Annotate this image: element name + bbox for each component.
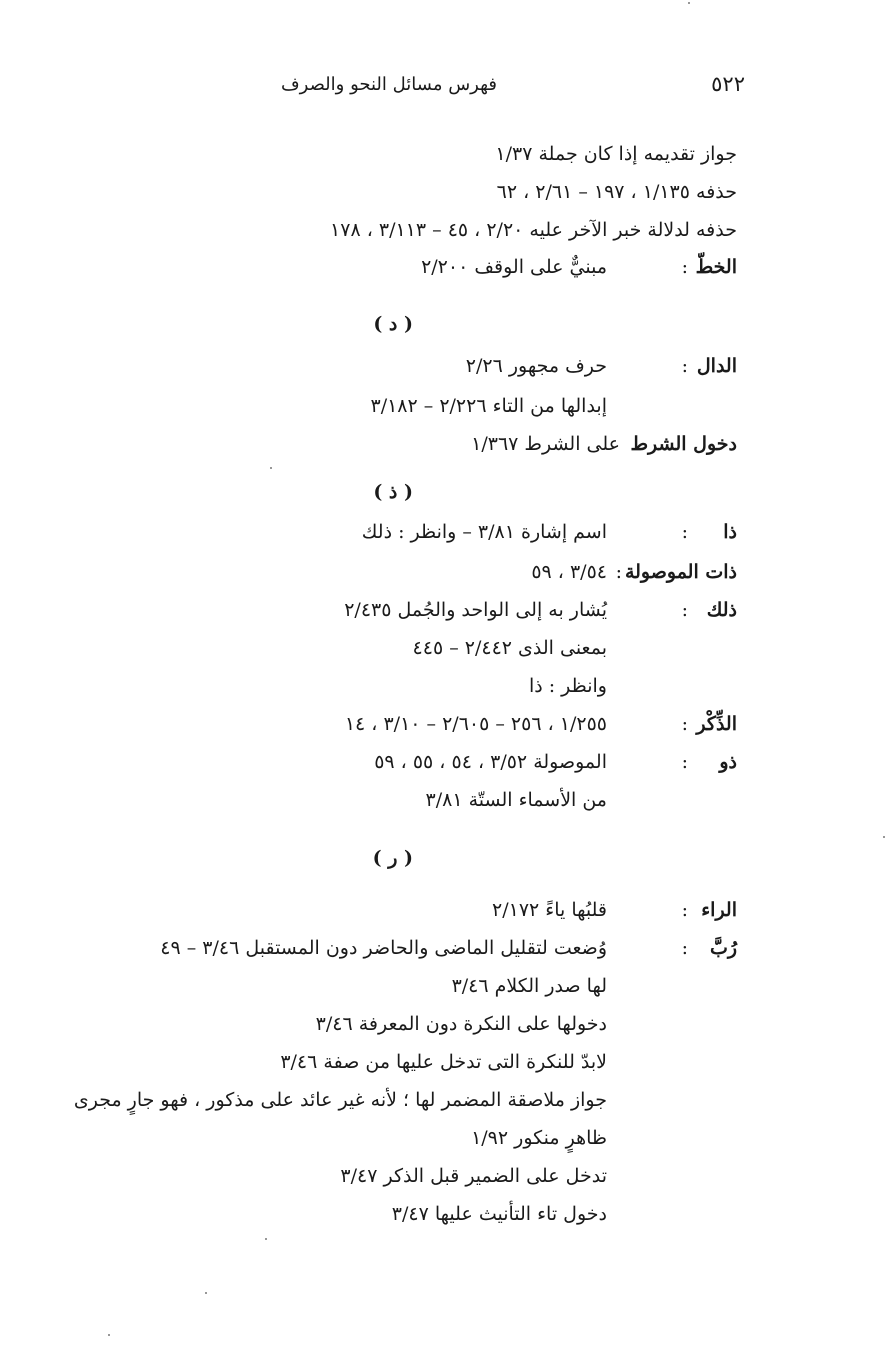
scan-speck — [270, 467, 272, 469]
entry-line: تدخل على الضمير قبل الذكر ٣/٤٧ — [340, 1165, 607, 1187]
entry-line: قلبُها ياءً ٢/١٧٢ — [492, 899, 607, 921]
entry-line: الموصولة ٣/٥٢ ، ٥٤ ، ٥٥ ، ٥٩ — [374, 751, 607, 773]
entry-line: لابدّ للنكرة التى تدخل عليها من صفة ٣/٤٦ — [280, 1051, 607, 1073]
index-term-dha: ذا — [723, 521, 737, 543]
scan-speck — [265, 1238, 267, 1240]
term-colon: : — [681, 713, 688, 735]
entry-line: من الأسماء الستّة ٣/٨١ — [425, 789, 607, 811]
index-term-dhat-al-mawsula: ذات الموصولة — [624, 561, 737, 583]
index-term-rubba: رُبَّ — [709, 937, 737, 959]
term-colon: : — [681, 937, 688, 959]
index-term-dhalika: ذلك — [706, 599, 737, 621]
entry-line: ٣/٥٤ ، ٥٩ — [531, 561, 607, 583]
scan-speck — [688, 2, 690, 4]
entry-line: حذفه ١/١٣٥ ، ١٩٧ – ٢/٦١ ، ٦٢ — [496, 181, 737, 203]
entry-line: وانظر : ذا — [528, 675, 607, 697]
term-colon: : — [615, 561, 622, 583]
entry-line: ظاهرٍ منكور ١/٩٢ — [471, 1127, 607, 1149]
running-header: فهرس مسائل النحو والصرف — [280, 74, 497, 95]
entry-line: حرف مجهور ٢/٢٦ — [465, 355, 607, 377]
section-letter-dal: ( د ) — [373, 313, 413, 335]
entry-line: إبدالها من التاء ٢/٢٢٦ – ٣/١٨٢ — [370, 395, 607, 417]
term-colon: : — [681, 256, 688, 278]
term-colon: : — [681, 599, 688, 621]
entry-line: مبنيٌّ على الوقف ٢/٢٠٠ — [421, 256, 607, 278]
index-term-dukhul-al-shart: دخول الشرط — [630, 433, 737, 455]
page-number: ٥٢٢ — [711, 72, 745, 96]
entry-line: وُضعت لتقليل الماضى والحاضر دون المستقبل ٣/٤٦ – ٤٩ — [160, 937, 607, 959]
entry-line: يُشار به إلى الواحد والجُمل ٢/٤٣٥ — [344, 599, 607, 621]
index-term-ra: الراء — [701, 899, 737, 921]
entry-line: دخولها على النكرة دون المعرفة ٣/٤٦ — [315, 1013, 607, 1035]
entry-line: على الشرط ١/٣٦٧ — [471, 433, 620, 455]
section-letter-dhal: ( ذ ) — [373, 481, 413, 503]
term-colon: : — [681, 899, 688, 921]
scan-speck — [108, 1334, 110, 1336]
entry-line: اسم إشارة ٣/٨١ – وانظر : ذلك — [361, 521, 607, 543]
term-colon: : — [681, 355, 688, 377]
term-colon: : — [681, 751, 688, 773]
scan-speck — [205, 1292, 207, 1294]
entry-line: جواز تقديمه إذا كان جملة ١/٣٧ — [495, 143, 737, 165]
index-term-dhikr: الذِّكْر — [696, 713, 737, 735]
index-term-khatt: الخطّ — [695, 256, 737, 278]
entry-line: جواز ملاصقة المضمر لها ؛ لأنه غير عائد على مذكور ، فهو جارٍ مجرى — [73, 1089, 607, 1111]
entry-line: دخول تاء التأنيث عليها ٣/٤٧ — [391, 1203, 607, 1225]
term-colon: : — [681, 521, 688, 543]
index-term-dal: الدال — [696, 355, 737, 377]
section-letter-ra: ( ر ) — [372, 847, 413, 869]
entry-line: بمعنى الذى ٢/٤٤٢ – ٤٤٥ — [412, 637, 607, 659]
entry-line: لها صدر الكلام ٣/٤٦ — [451, 975, 607, 997]
entry-line: حذفه لدلالة خبر الآخر عليه ٢/٢٠ ، ٤٥ – ٣/١١٣ ، ١٧٨ — [330, 219, 737, 241]
index-term-dhu: ذو — [719, 751, 737, 773]
entry-line: ١/٢٥٥ ، ٢٥٦ – ٢/٦٠٥ – ٣/١٠ ، ١٤ — [344, 713, 607, 735]
